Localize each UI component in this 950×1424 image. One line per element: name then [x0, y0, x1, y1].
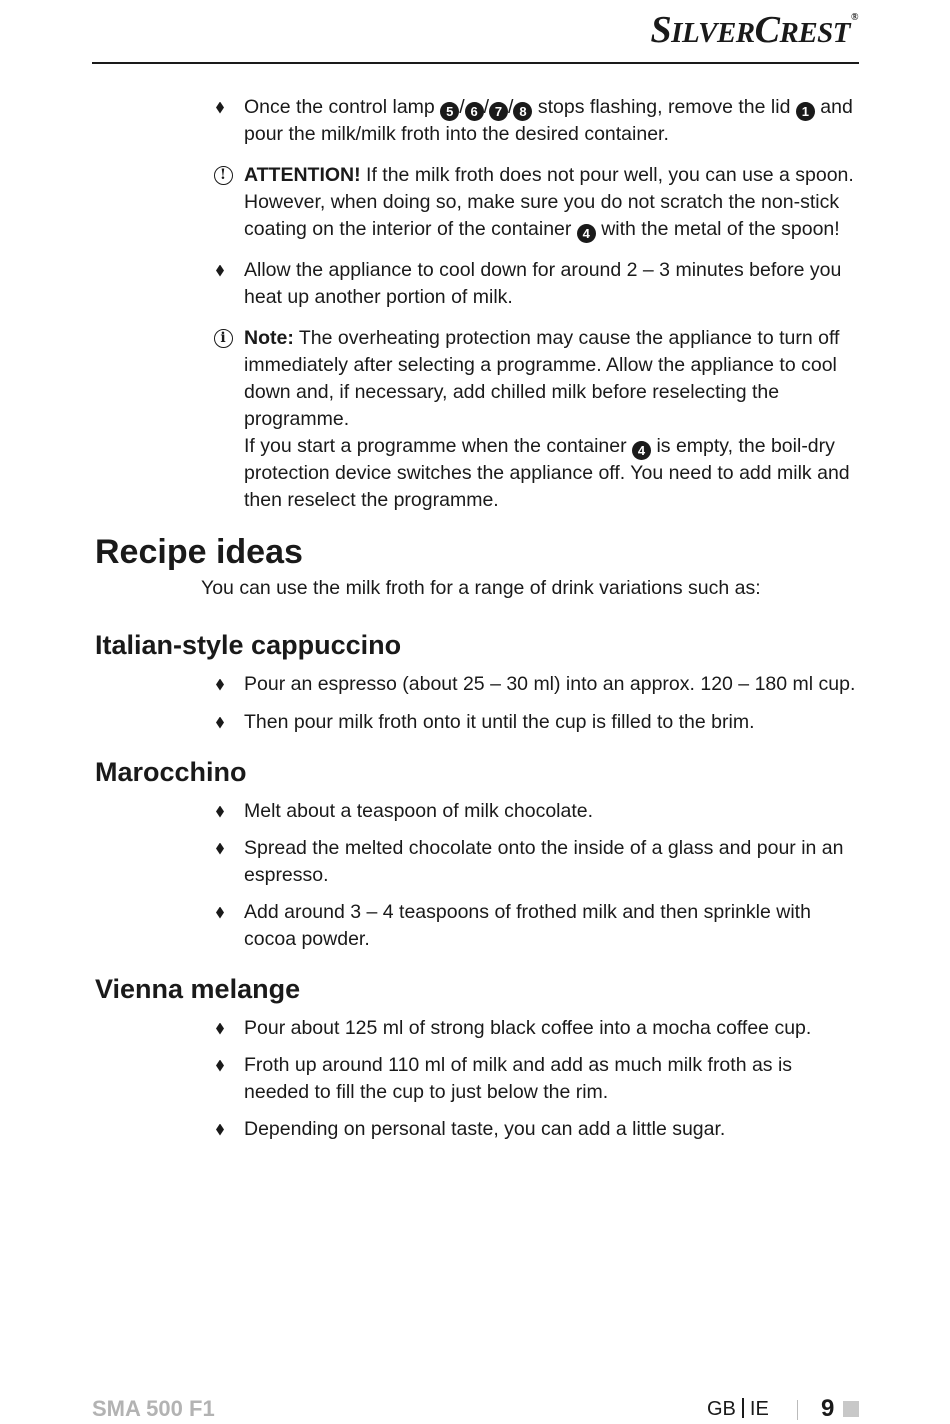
list-item: Pour about 125 ml of strong black coffee into a mocha coffee cup. [95, 1015, 860, 1042]
list-item: Spread the melted chocolate onto the inside of a glass and pour in an espresso. [95, 835, 860, 889]
footer-divider [797, 1400, 798, 1420]
info-circle-icon: i [206, 325, 234, 352]
recipe-ideas-heading: Recipe ideas [95, 533, 303, 571]
diamond-bullet-icon [206, 798, 234, 825]
list-item: Depending on personal taste, you can add a little sugar. [95, 1116, 860, 1143]
page-header [0, 0, 950, 66]
section-heading-marocchino: Marocchino [95, 757, 247, 787]
list-item: Add around 3 – 4 teaspoons of frothed milk and then sprinkle with cocoa powder. [95, 899, 860, 953]
attention-note: ! ATTENTION! If the milk froth does not pour well, you can use a spoon. However, when doing so, make sure you do not scratch the non-stick coating on the interior of the container 4 with the metal of the spoon! [95, 162, 860, 243]
page-marker-box [843, 1401, 859, 1417]
model-number: SMA 500 F1 [92, 1396, 215, 1421]
diamond-bullet-icon [206, 1015, 234, 1042]
diamond-bullet-icon [206, 899, 234, 926]
section-heading-vienna-melange: Vienna melange [95, 974, 301, 1004]
info-note: i Note: The overheating protection may cause the appliance to turn off immediately after selecting a programme. Allow the appliance to cool down and, if necessary, add chilled milk before reselecting the programme. If you start a programme when the container 4 is empty, the boil-dry protection device switches the appliance off. You need to add milk and then reselect the programme. [95, 325, 860, 514]
part-number-icon: 4 [577, 224, 596, 243]
list-item: Once the control lamp 5 / 6 / 7 / 8 stops flashing, remove the lid 1 and pour the milk/milk froth into the desired container. [95, 94, 860, 148]
part-number-icon: 5 [440, 102, 459, 121]
silvercrest-logo: SILVERCREST® [650, 9, 858, 51]
diamond-bullet-icon [206, 835, 234, 862]
part-number-icon: 1 [796, 102, 815, 121]
diamond-bullet-icon [206, 257, 234, 284]
exclamation-circle-icon: ! [206, 162, 234, 189]
part-number-icon: 8 [513, 102, 532, 121]
list-item: Then pour milk froth onto it until the cup is filled to the brim. [95, 709, 860, 736]
page-footer [0, 1392, 950, 1424]
header-rule [92, 62, 859, 64]
diamond-bullet-icon [206, 1116, 234, 1143]
list-item: Melt about a teaspoon of milk chocolate. [95, 798, 860, 825]
diamond-bullet-icon [206, 671, 234, 698]
diamond-bullet-icon [206, 1052, 234, 1079]
list-item: Allow the appliance to cool down for around 2 – 3 minutes before you heat up another portion of milk. [95, 257, 860, 311]
part-number-icon: 6 [465, 102, 484, 121]
list-item: Froth up around 110 ml of milk and add as much milk froth as is needed to fill the cup to just below the rim. [95, 1052, 860, 1106]
part-number-icon: 4 [632, 441, 651, 460]
section-heading-cappuccino: Italian-style cappuccino [95, 630, 402, 660]
part-number-icon: 7 [489, 102, 508, 121]
page-content [95, 90, 860, 1143]
list-item: Pour an espresso (about 25 – 30 ml) into an approx. 120 – 180 ml cup. [95, 671, 860, 698]
diamond-bullet-icon [206, 709, 234, 736]
recipe-intro: You can use the milk froth for a range of drink variations such as: [201, 577, 761, 599]
language-codes: GB IE [707, 1398, 769, 1420]
diamond-bullet-icon [206, 94, 234, 121]
page-number: 9 [821, 1395, 835, 1422]
